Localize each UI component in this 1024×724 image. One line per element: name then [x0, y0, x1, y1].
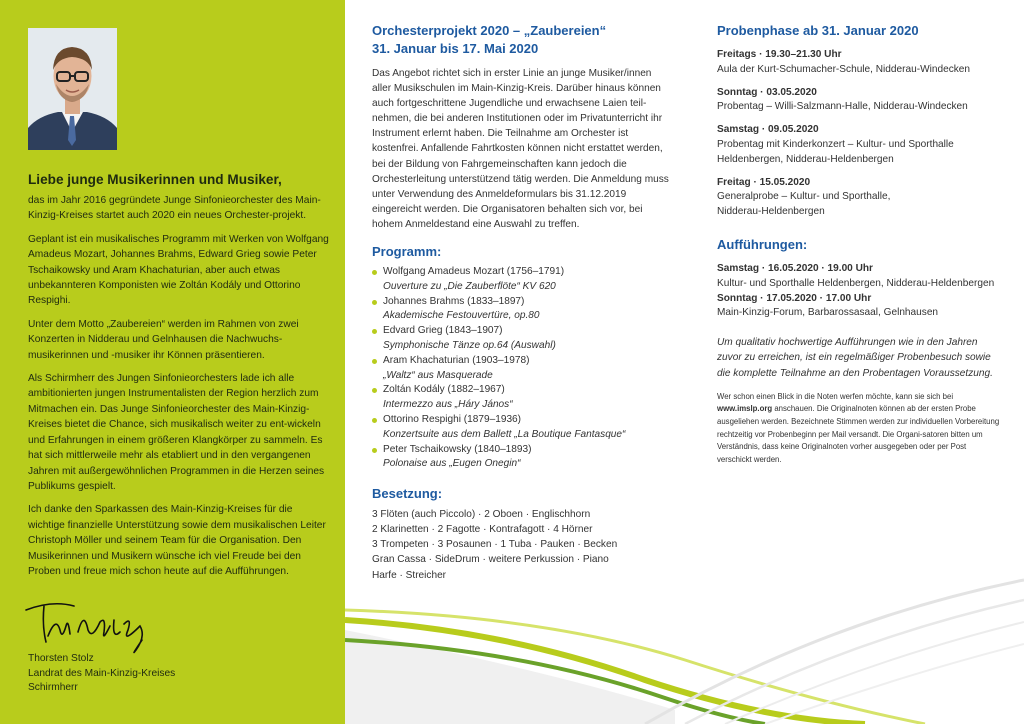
work: Symphonische Tänze op.64 (Auswahl) [383, 340, 556, 352]
besetzung-line: Gran Cassa · SideDrum · weitere Perkussion · Piano [372, 554, 609, 566]
left-panel [0, 0, 345, 724]
performance-date: Sonntag · 17.05.2020 · 17.00 Uhr [717, 292, 872, 304]
rehearsal-date: Sonntag · 03.05.2020 [717, 86, 817, 98]
signer-name: Thorsten Stolz [28, 653, 94, 664]
sheet-music-note [717, 391, 1002, 467]
right-column [717, 22, 1002, 466]
rehearsal-date: Samstag · 09.05.2020 [717, 124, 819, 136]
note-text: Wer schon einen Blick in die Noten werfen möchte, kann sie sich bei [717, 391, 954, 401]
project-title: Orchesterprojekt 2020 – „Zaubereien“ [372, 23, 607, 38]
performance-place: Kultur- und Sporthalle Heldenbergen, Nidderau-Heldenbergen [717, 277, 995, 289]
composer: Ottorino Respighi (1879–1936) [383, 414, 522, 425]
composer: Zoltán Kodály (1882–1967) [383, 384, 505, 396]
rehearsal-place: Probentag mit Kinderkonzert – Kultur- und Sporthalle [717, 138, 954, 150]
rehearsal-place: Generalprobe – Kultur- und Sporthalle, [717, 191, 891, 203]
besetzung-list [372, 507, 672, 582]
signer-block [28, 652, 175, 696]
besetzung-line: 3 Flöten (auch Piccolo) · 2 Oboen · Englischhorn [372, 509, 591, 521]
program-list [372, 265, 672, 472]
letter-paragraph: Geplant ist ein musikalisches Programm mit Werken von Wolfgang Amadeus Mozart, Johannes Brahms, Edward Grieg sowie Peter Tschaikowsky und Aram Khachaturian, aber auch etwas unbekannteren Komponisten wie Zoltán Kodály und Ottorino Respighi. [28, 233, 329, 307]
program-item [372, 265, 672, 295]
work: Akademische Festouvertüre, op.80 [383, 310, 540, 322]
performance-list [717, 262, 1002, 321]
besetzung-heading: Besetzung: [372, 486, 443, 502]
composer: Aram Khachaturian (1903–1978) [383, 354, 530, 366]
work: „Waltz“ aus Masquerade [383, 369, 493, 381]
composer: Peter Tschaikowsky (1840–1893) [383, 443, 532, 455]
note-text: anschauen. Die Originalnoten können ab der ersten Probe ausgeliehen werden. Bezeichnete Stimmen werden zur individuellen Vorbereitung rechtzeitig vor Probenbeginn per Mail versandt. Die Organi-satoren bitten um Verständnis, dass keine Originalnoten vorher ausgegeben oder per Post verschickt werden. [717, 404, 1000, 464]
signer-role: Schirmherr [28, 682, 78, 693]
letter-paragraph: das im Jahr 2016 gegründete Junge Sinfonieorchester des Main-Kinzig-Kreises startet auch 2020 ein neues Orchester-projekt. [28, 195, 321, 222]
program-item [372, 354, 672, 384]
letter-paragraph: Ich danke den Sparkassen des Main-Kinzig-Kreises für die wichtige finanzielle Unterstützung sowie dem musikalischen Leiter Christoph Möller und seinem Team für die Organisation. Den Musikerinnen und Musikern wünsche ich viel Freude bei den Proben und freue mich schon heute auf die Aufführungen. [28, 504, 326, 577]
rehearsal-place: Nidderau-Heldenbergen [717, 206, 825, 218]
work: Polonaise aus „Eugen Onegin“ [383, 458, 521, 470]
besetzung-line: 2 Klarinetten · 2 Fagotte · Kontrafagott · 4 Hörner [372, 524, 593, 536]
program-item [372, 443, 672, 473]
rehearsal-place: Probentag – Willi-Salzmann-Halle, Nidderau-Windecken [717, 101, 968, 113]
rehearsal-place: Heldenbergen, Nidderau-Heldenbergen [717, 153, 894, 165]
imslp-link[interactable]: www.imslp.org [717, 404, 773, 414]
besetzung-line: 3 Trompeten · 3 Posaunen · 1 Tuba · Pauken · Becken [372, 539, 618, 551]
signer-title: Landrat des Main-Kinzig-Kreises [28, 667, 176, 679]
portrait-illustration [28, 28, 117, 150]
program-item [372, 324, 672, 354]
program-item [372, 295, 672, 325]
rehearsal-entry [717, 176, 1002, 220]
program-item [372, 383, 672, 413]
work: Intermezzo aus „Háry János“ [383, 399, 513, 411]
program-item [372, 413, 672, 443]
letter-paragraph: Unter dem Motto „Zaubereien“ werden im Rahmen von zwei Konzerten in Nidderau und Gelnhausen die Nachwuchs-musikerinnen und -musiker ihr Können präsentieren. [28, 318, 299, 361]
rehearsal-entry [717, 123, 1002, 167]
rehearsal-place: Aula der Kurt-Schumacher-Schule, Nidderau-Windecken [717, 63, 971, 75]
portrait-photo [28, 28, 117, 150]
greeting-heading: Liebe junge Musikerinnen und Musiker, [28, 172, 282, 187]
letter-body [28, 193, 330, 587]
project-intro: Das Angebot richtet sich in erster Linie an junge Musiker/innen aller Musikschulen im Main-Kinzig-Kreis. Darüber hinaus können auch fortgeschrittene Jugendliche und erwachsene Laien teil-nehmen, die bei anderen Institutionen oder im Privatunterricht ihr Instrument erlernt haben. Die Teilnahme am Orchester ist kostenfrei. Anfallende Fahrtkosten können nicht erstattet werden, bei der Bildung von Fahrgemeinschaften kann jedoch die Orchesterleitung unterstützend tätig werden. Die Anmeldung muss unter Verwendung des Anmeldeformulars bis 31.12.2019 eingereicht werden. Die Organisatoren behalten sich vor, bei hohem Anmeldestand eine Auswahl zu treffen. [372, 68, 669, 230]
performance-date: Samstag · 16.05.2020 · 19.00 Uhr [717, 262, 873, 274]
composer: Wolfgang Amadeus Mozart (1756–1791) [383, 266, 565, 278]
composer: Edvard Grieg (1843–1907) [383, 325, 503, 337]
work: Konzertsuite aus dem Ballett „La Boutique Fantasque“ [383, 428, 626, 440]
rehearsal-heading: Probenphase ab 31. Januar 2020 [717, 23, 919, 38]
letter-paragraph: Als Schirmherr des Jungen Sinfonieorchesters lade ich alle ambitionierten jungen Instrumentalisten der Region herzlich zum Mitmachen ein. Das Junge Sinfonieorchester des Main-Kinzig-Kreises bietet die Chance, sich musikalisch weiter zu ent-wickeln und Erfahrungen in einem größeren Klangkörper zu sammeln. Es hat sich mittlerweile mehr als etabliert und in den vergangenen Jahren mit außergewöhnlichen Programmen in die Herzen seines Publikums gespielt. [28, 373, 325, 492]
rehearsal-entry [717, 48, 1002, 78]
rehearsal-entry [717, 86, 1002, 116]
decorative-waves [345, 560, 1024, 724]
performances-heading: Aufführungen: [717, 236, 808, 252]
besetzung-line: Harfe · Streicher [372, 569, 447, 581]
attendance-note: Um qualitativ hochwertige Aufführungen wie in den Jahren zuvor zu erreichen, ist ein regelmäßiger Probenbesuch sowie die komplette Teilnahme an den Probentagen Voraussetzung. [717, 337, 993, 379]
program-heading: Programm: [372, 244, 442, 260]
rehearsal-date: Freitag · 15.05.2020 [717, 176, 811, 188]
performance-place: Main-Kinzig-Forum, Barbarossasaal, Gelnhausen [717, 307, 939, 319]
work: Ouverture zu „Die Zauberflöte“ KV 620 [383, 280, 556, 292]
rehearsal-date: Freitags · 19.30–21.30 Uhr [717, 49, 842, 60]
project-dates: 31. Januar bis 17. Mai 2020 [372, 41, 539, 56]
middle-column [372, 22, 672, 583]
composer: Johannes Brahms (1833–1897) [383, 295, 525, 307]
